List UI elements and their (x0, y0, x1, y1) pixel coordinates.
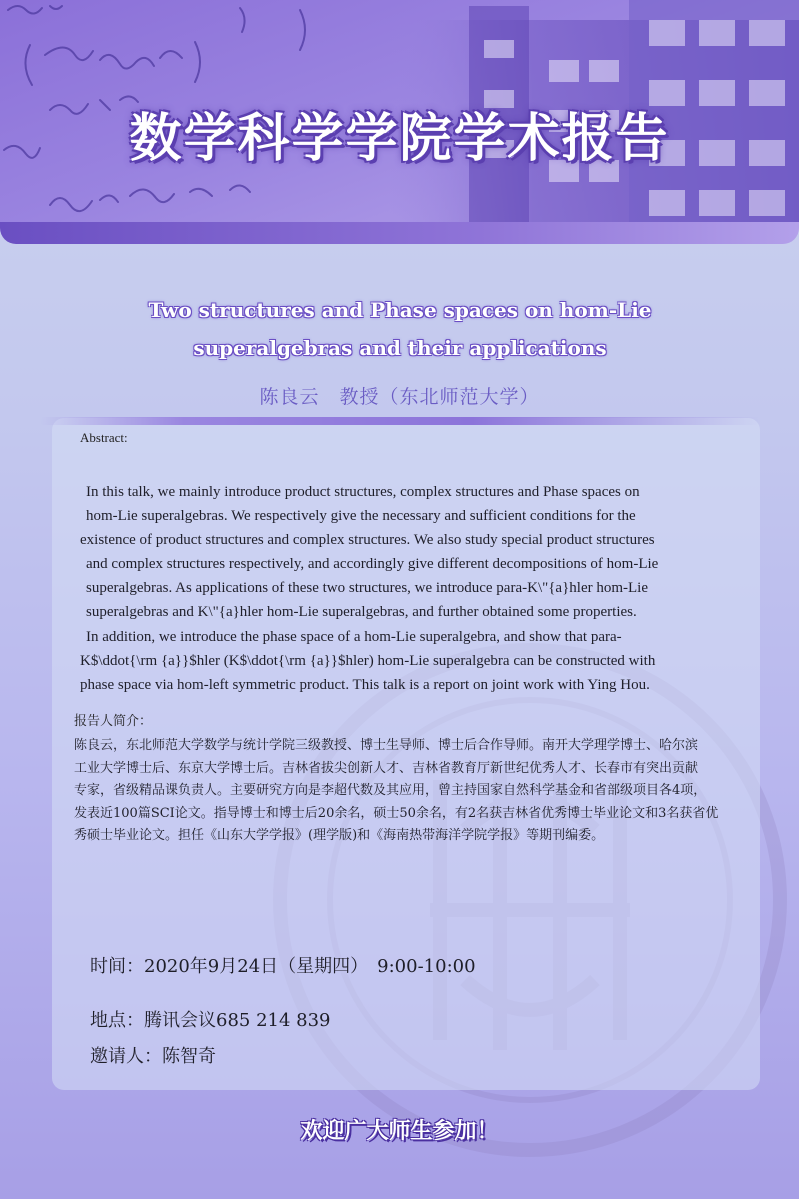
header-banner (0, 0, 799, 238)
abstract-line: K$\ddot{\rm {a}}$hler (K$\ddot{\rm {a}}$hler) hom-Lie superalgebra can be constructed with (80, 652, 656, 669)
talk-title-line-2: superalgebras and their applications (193, 336, 607, 360)
banner-bottom-band (0, 222, 799, 244)
abstract-label: Abstract: (80, 430, 128, 445)
abstract-line: superalgebras and K\"{a}hler hom-Lie superalgebras, and further obtained some properties. (86, 604, 637, 621)
abstract-line: and complex structures respectively, and accordingly give different decompositions of hom-Lie (86, 556, 659, 573)
bio-line: 发表近100篇SCI论文。指导博士和博士后20余名，硕士50余名，有2名获吉林省优秀博士毕业论文和3名获省优 (74, 805, 719, 821)
abstract-line: In addition, we introduce the phase space of a hom-Lie superalgebra, and show that para- (86, 628, 622, 645)
abstract-line: superalgebras. As applications of these two structures, we introduce para-K\"{a}hler hom-Lie (86, 580, 649, 597)
bio-label: 报告人简介： (74, 714, 153, 729)
bio-text (74, 735, 764, 848)
speaker-name: 陈良云 教授（东北师范大学） (259, 386, 540, 408)
abstract-line: In this talk, we mainly introduce product structures, complex structures and Phase spaces on (86, 484, 640, 500)
abstract-line: existence of product structures and complex structures. We also study special product structures (80, 532, 655, 549)
heading-divider (40, 417, 760, 425)
abstract-line: hom-Lie superalgebras. We respectively give the necessary and sufficient conditions for the (86, 508, 636, 525)
event-host: 邀请人：陈智奇 (90, 1046, 216, 1067)
abstract-text (80, 480, 760, 697)
talk-title-line-1: Two structures and Phase spaces on hom-Lie (148, 298, 652, 322)
event-place: 地点：腾讯会议685 214 839 (90, 1010, 331, 1031)
bio-line: 秀硕士毕业论文。担任《山东大学学报》(理学版)和《海南热带海洋学院学报》等期刊编委。 (74, 828, 605, 843)
poster-title: 数学科学学院学术报告 (129, 109, 670, 169)
abstract-line: phase space via hom-left symmetric product. This talk is a report on joint work with Ying Hou. (80, 676, 650, 693)
bio-line: 工业大学博士后、东京大学博士后。吉林省拔尖创新人才、吉林省教育厅新世纪优秀人才、长春市有突出贡献 (74, 760, 699, 776)
welcome-message: 欢迎广大师生参加！ (300, 1119, 499, 1144)
event-time: 时间：2020年9月24日（星期四） 9:00-10:00 (90, 956, 476, 977)
bio-line: 陈良云，东北师范大学数学与统计学院三级教授、博士生导师、博士后合作导师。南开大学理学博士、哈尔滨 (74, 738, 699, 753)
bio-line: 专家，省级精品课负责人。主要研究方向是李超代数及其应用，曾主持国家自然科学基金和省部级项目各4项， (74, 783, 707, 798)
